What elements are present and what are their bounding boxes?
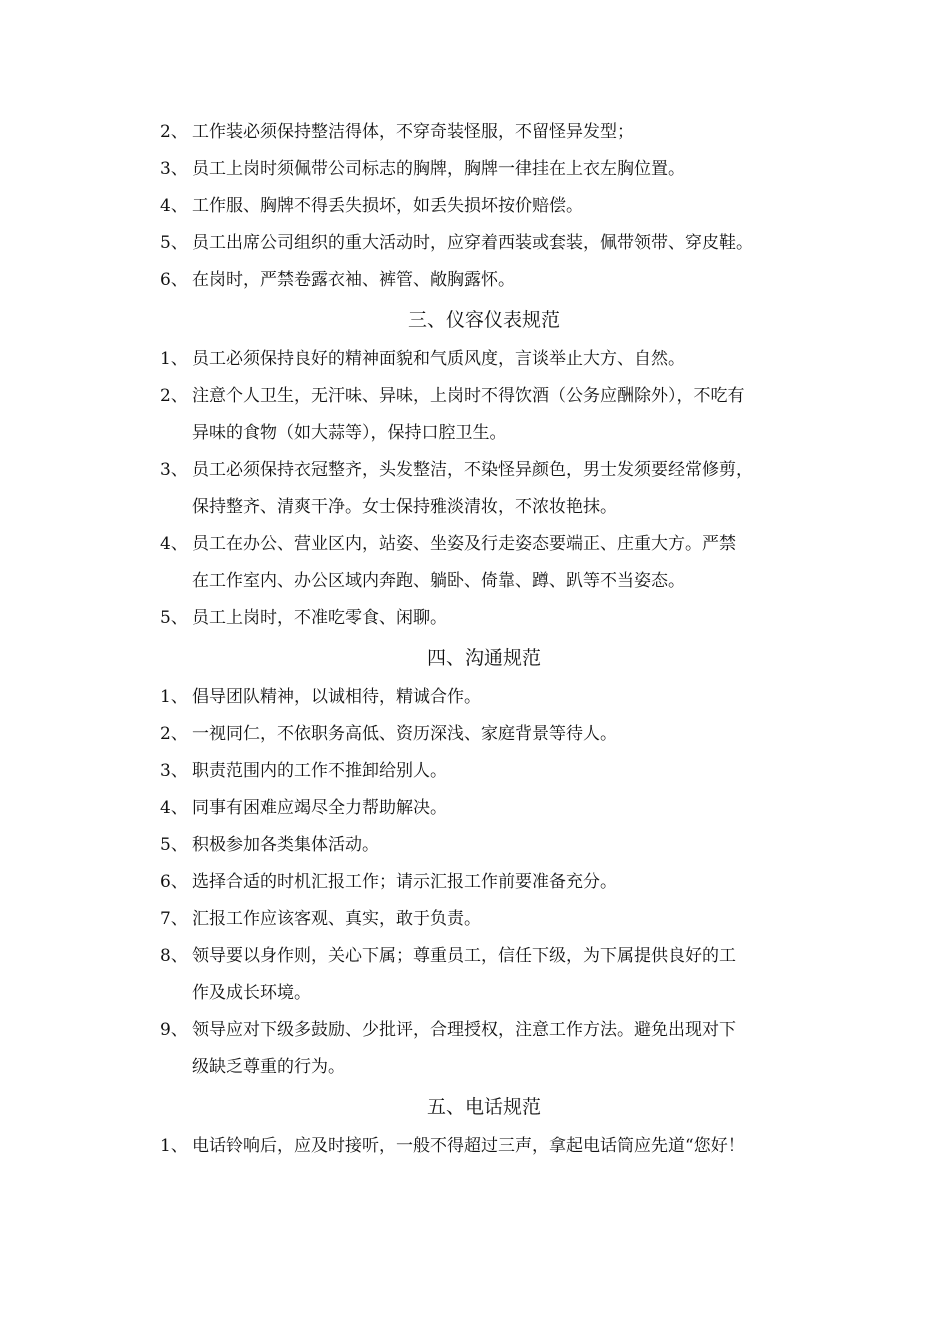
section <box>160 1086 812 1165</box>
item-number: 4、 <box>160 196 188 216</box>
item-text-line: 在岗时，严禁卷露衣袖、裤管、敞胸露怀。 <box>192 270 515 290</box>
list-item <box>160 938 812 1012</box>
item-number: 3、 <box>160 159 188 179</box>
item-number: 2、 <box>160 724 188 744</box>
item-number: 5、 <box>160 233 188 253</box>
item-text <box>192 526 812 600</box>
item-number: 4、 <box>160 798 188 818</box>
item-number: 2、 <box>160 386 188 406</box>
section <box>160 114 812 299</box>
list-item <box>160 341 812 378</box>
section <box>160 637 812 1086</box>
list-item <box>160 225 812 262</box>
item-number: 7、 <box>160 909 188 929</box>
item-text <box>192 114 812 151</box>
document-body <box>160 114 812 1165</box>
list-item <box>160 378 812 452</box>
item-text <box>192 679 812 716</box>
item-number: 1、 <box>160 687 188 707</box>
item-text-line: 在工作室内、办公区域内奔跑、躺卧、倚靠、蹲、趴等不当姿态。 <box>192 571 685 591</box>
list-item <box>160 151 812 188</box>
item-text-line: 员工出席公司组织的重大活动时，应穿着西装或套装，佩带领带、穿皮鞋。 <box>192 233 753 253</box>
item-text-line: 工作服、胸牌不得丢失损坏，如丢失损坏按价赔偿。 <box>192 196 583 216</box>
list-item <box>160 901 812 938</box>
list-item <box>160 262 812 299</box>
item-text <box>192 378 812 452</box>
item-text <box>192 188 812 225</box>
item-text-line: 员工上岗时须佩带公司标志的胸牌，胸牌一律挂在上衣左胸位置。 <box>192 159 685 179</box>
item-number: 1、 <box>160 349 188 369</box>
item-text-line: 积极参加各类集体活动。 <box>192 835 379 855</box>
section-heading: 三、仪容仪表规范 <box>407 309 560 331</box>
item-text <box>192 1012 812 1086</box>
list-item <box>160 827 812 864</box>
list-item <box>160 114 812 151</box>
item-text-line: 保持整齐、清爽干净。女士保持雅淡清妆，不浓妆艳抹。 <box>192 497 617 517</box>
item-number: 6、 <box>160 270 188 290</box>
item-text-line: 电话铃响后，应及时接听，一般不得超过三声，拿起电话筒应先道“您好！ <box>192 1136 745 1156</box>
list-item <box>160 452 812 526</box>
item-text <box>192 938 812 1012</box>
item-number: 5、 <box>160 835 188 855</box>
item-text-line: 级缺乏尊重的行为。 <box>192 1057 345 1077</box>
item-text-line: 一视同仁，不依职务高低、资历深浅、家庭背景等待人。 <box>192 724 617 744</box>
item-text <box>192 341 812 378</box>
item-number: 1、 <box>160 1136 188 1156</box>
item-text-line: 职责范围内的工作不推卸给别人。 <box>192 761 447 781</box>
item-text <box>192 716 812 753</box>
item-text-line: 员工在办公、营业区内，站姿、坐姿及行走姿态要端正、庄重大方。严禁 <box>192 534 736 554</box>
item-text <box>192 262 812 299</box>
list-item <box>160 790 812 827</box>
item-text <box>192 901 812 938</box>
item-text-line: 员工必须保持衣冠整齐，头发整洁，不染怪异颜色，男士发须要经常修剪， <box>192 460 753 480</box>
list-item <box>160 753 812 790</box>
item-text-line: 同事有困难应竭尽全力帮助解决。 <box>192 798 447 818</box>
item-number: 3、 <box>160 761 188 781</box>
item-text <box>192 151 812 188</box>
item-number: 5、 <box>160 608 188 628</box>
section <box>160 299 812 637</box>
item-text <box>192 225 812 262</box>
item-text <box>192 827 812 864</box>
list-item <box>160 1012 812 1086</box>
list-item <box>160 600 812 637</box>
item-text-line: 异味的食物（如大蒜等），保持口腔卫生。 <box>192 423 507 443</box>
item-text-line: 员工必须保持良好的精神面貌和气质风度，言谈举止大方、自然。 <box>192 349 685 369</box>
item-number: 4、 <box>160 534 188 554</box>
item-text-line: 倡导团队精神，以诚相待，精诚合作。 <box>192 687 481 707</box>
list-item <box>160 716 812 753</box>
list-item <box>160 864 812 901</box>
section-heading: 五、电话规范 <box>426 1096 541 1118</box>
item-text <box>192 790 812 827</box>
item-text <box>192 1128 812 1165</box>
item-number: 3、 <box>160 460 188 480</box>
item-text <box>192 452 812 526</box>
item-text-line: 领导应对下级多鼓励、少批评，合理授权，注意工作方法。避免出现对下 <box>192 1020 736 1040</box>
item-text-line: 汇报工作应该客观、真实，敢于负责。 <box>192 909 481 929</box>
item-number: 2、 <box>160 122 188 142</box>
list-item <box>160 188 812 225</box>
item-text-line: 注意个人卫生，无汗味、异味，上岗时不得饮酒（公务应酬除外），不吃有 <box>192 386 745 406</box>
item-text-line: 作及成长环境。 <box>192 983 311 1003</box>
item-text <box>192 753 812 790</box>
item-text-line: 选择合适的时机汇报工作；请示汇报工作前要准备充分。 <box>192 872 617 892</box>
list-item <box>160 526 812 600</box>
item-text-line: 领导要以身作则，关心下属；尊重员工，信任下级，为下属提供良好的工 <box>192 946 736 966</box>
item-number: 9、 <box>160 1020 188 1040</box>
item-text-line: 工作装必须保持整洁得体，不穿奇装怪服，不留怪异发型； <box>192 122 634 142</box>
list-item <box>160 679 812 716</box>
item-text <box>192 600 812 637</box>
item-number: 8、 <box>160 946 188 966</box>
item-text <box>192 864 812 901</box>
list-item <box>160 1128 812 1165</box>
section-heading: 四、沟通规范 <box>426 647 541 669</box>
item-text-line: 员工上岗时，不准吃零食、闲聊。 <box>192 608 447 628</box>
item-number: 6、 <box>160 872 188 892</box>
